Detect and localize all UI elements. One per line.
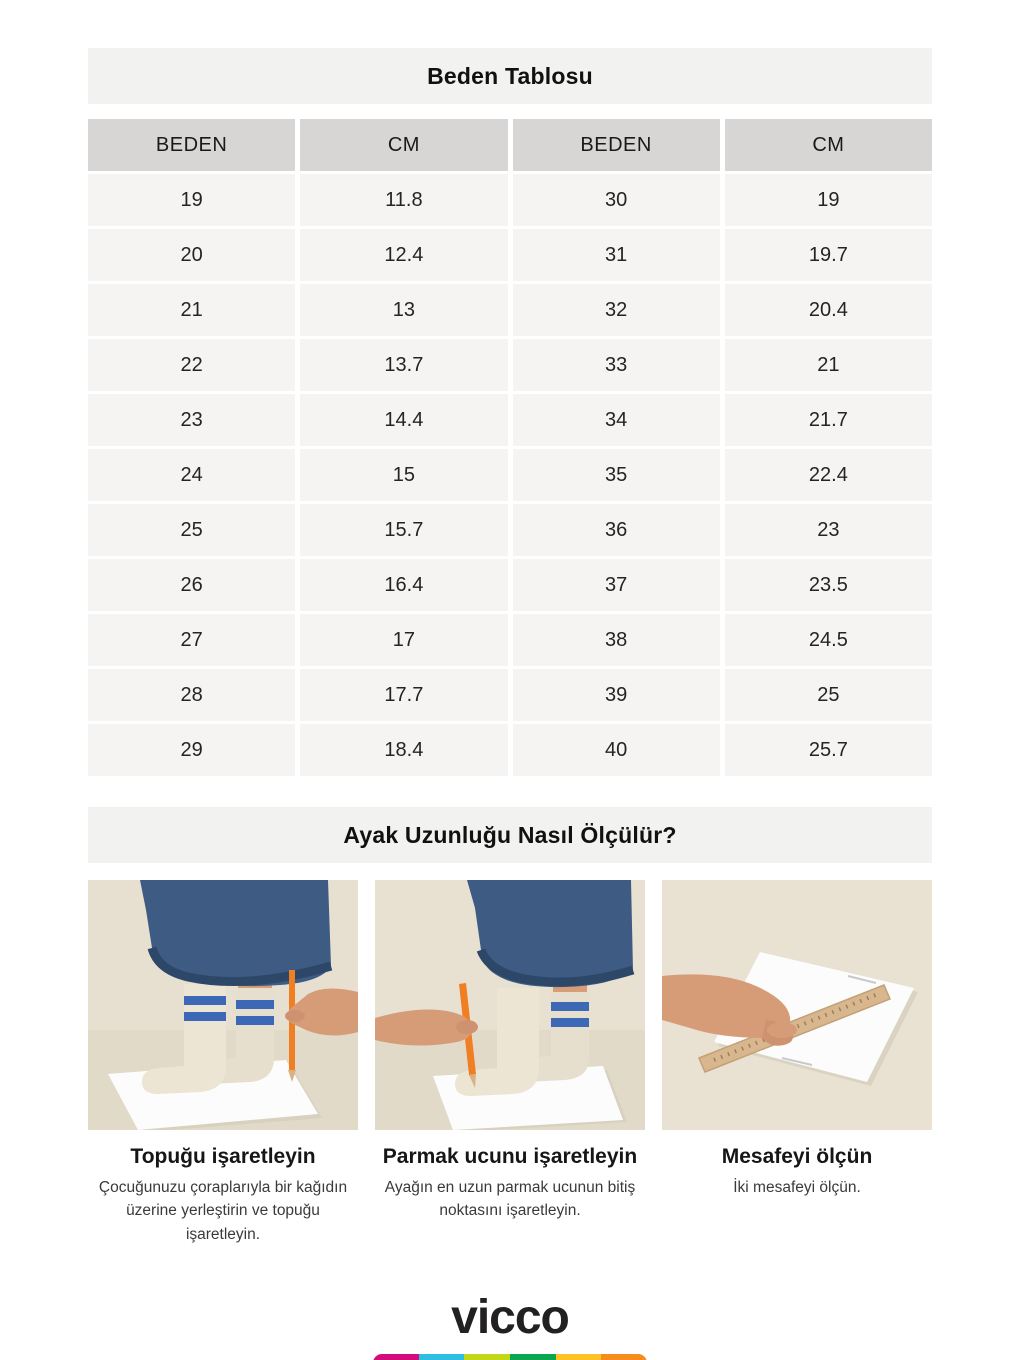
size-table-cell: 17.7 xyxy=(300,669,507,721)
size-table-header-cell: BEDEN xyxy=(513,119,720,171)
measure-section-title: Ayak Uzunluğu Nasıl Ölçülür? xyxy=(88,807,932,863)
size-table-cell: 12.4 xyxy=(300,229,507,281)
size-table-cell: 19 xyxy=(88,174,295,226)
size-table-cell: 13.7 xyxy=(300,339,507,391)
size-table-cell: 22.4 xyxy=(725,449,932,501)
logo-colorbar-segment xyxy=(510,1354,556,1360)
step-heading: Topuğu işaretleyin xyxy=(130,1145,316,1168)
size-table-cell: 21 xyxy=(88,284,295,336)
size-table-cell: 20 xyxy=(88,229,295,281)
heel-marking-photo xyxy=(88,880,358,1130)
size-table-cell: 19 xyxy=(725,174,932,226)
size-table-header-cell: CM xyxy=(300,119,507,171)
size-table-cell: 22 xyxy=(88,339,295,391)
size-table-cell: 34 xyxy=(513,394,720,446)
size-table-cell: 16.4 xyxy=(300,559,507,611)
size-table-cell: 25 xyxy=(88,504,295,556)
size-table-cell: 40 xyxy=(513,724,720,776)
size-table-cell: 24.5 xyxy=(725,614,932,666)
size-table-cell: 18.4 xyxy=(300,724,507,776)
logo-colorbar-segment xyxy=(373,1354,419,1360)
logo-colorbar-segment xyxy=(464,1354,510,1360)
size-table-cell: 25.7 xyxy=(725,724,932,776)
step-description: İki mesafeyi ölçün. xyxy=(733,1179,861,1196)
size-table-cell: 33 xyxy=(513,339,720,391)
size-table-section xyxy=(88,48,932,776)
size-table-cell: 31 xyxy=(513,229,720,281)
size-table xyxy=(88,119,932,776)
size-table-title: Beden Tablosu xyxy=(88,48,932,104)
size-table-cell: 32 xyxy=(513,284,720,336)
size-table-cell: 15 xyxy=(300,449,507,501)
step-description: Ayağın en uzun parmak ucunun bitiş noktasını işaretleyin. xyxy=(384,1179,636,1220)
size-table-cell: 23.5 xyxy=(725,559,932,611)
toe-marking-photo xyxy=(375,880,645,1130)
size-table-cell: 20.4 xyxy=(725,284,932,336)
ruler-measuring-photo xyxy=(662,880,932,1130)
size-table-cell: 36 xyxy=(513,504,720,556)
size-table-cell: 23 xyxy=(725,504,932,556)
size-table-cell: 38 xyxy=(513,614,720,666)
measure-step-heel xyxy=(88,880,358,1246)
measure-section xyxy=(88,807,932,1246)
size-table-cell: 39 xyxy=(513,669,720,721)
step-description: Çocuğunuzu çoraplarıyla bir kağıdın üzerine yerleştirin ve topuğu işaretleyin. xyxy=(98,1179,348,1243)
size-table-cell: 25 xyxy=(725,669,932,721)
measure-steps xyxy=(88,880,932,1246)
size-table-cell: 29 xyxy=(88,724,295,776)
size-table-cell: 17 xyxy=(300,614,507,666)
vicco-logo-colorbar xyxy=(373,1354,647,1360)
size-table-cell: 24 xyxy=(88,449,295,501)
measure-step-ruler xyxy=(662,880,932,1246)
logo-colorbar-segment xyxy=(556,1354,602,1360)
size-table-cell: 13 xyxy=(300,284,507,336)
size-table-cell: 26 xyxy=(88,559,295,611)
logo-colorbar-segment xyxy=(419,1354,465,1360)
size-table-cell: 30 xyxy=(513,174,720,226)
brand-footer xyxy=(88,1290,932,1360)
logo-colorbar-segment xyxy=(601,1354,647,1360)
vicco-logo: vicco xyxy=(451,1290,569,1344)
step-heading: Mesafeyi ölçün xyxy=(721,1145,873,1168)
size-table-header-cell: BEDEN xyxy=(88,119,295,171)
size-table-cell: 35 xyxy=(513,449,720,501)
size-table-cell: 11.8 xyxy=(300,174,507,226)
size-table-cell: 14.4 xyxy=(300,394,507,446)
size-table-cell: 21.7 xyxy=(725,394,932,446)
size-table-cell: 27 xyxy=(88,614,295,666)
step-heading: Parmak ucunu işaretleyin xyxy=(382,1145,638,1168)
size-table-cell: 15.7 xyxy=(300,504,507,556)
size-table-header-cell: CM xyxy=(725,119,932,171)
measure-step-toe xyxy=(375,880,645,1246)
size-table-cell: 23 xyxy=(88,394,295,446)
size-table-cell: 21 xyxy=(725,339,932,391)
size-table-cell: 28 xyxy=(88,669,295,721)
size-table-cell: 19.7 xyxy=(725,229,932,281)
size-table-cell: 37 xyxy=(513,559,720,611)
